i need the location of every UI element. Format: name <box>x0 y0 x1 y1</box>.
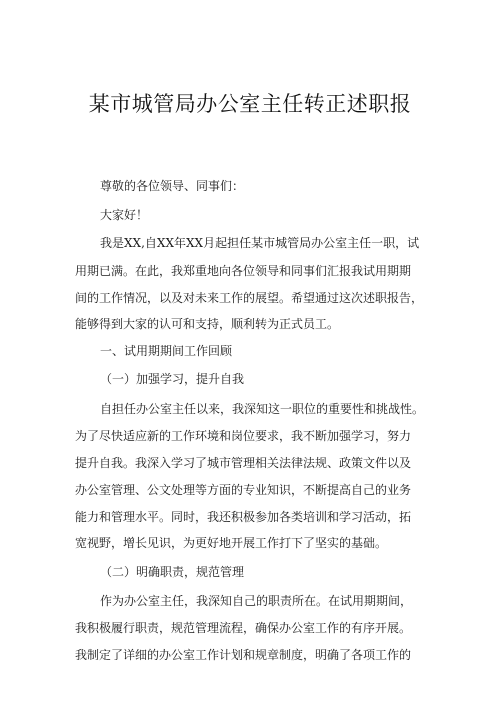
paragraph-line: 作为办公室主任，我深知自己的职责所在。在试用期期间， <box>100 594 413 608</box>
section-heading: 一、试用期期间工作回顾 <box>100 344 233 358</box>
document-title: 某市城管局办公室主任转正述职报 <box>88 92 412 116</box>
subsection-heading: （一）加强学习，提升自我 <box>100 372 245 386</box>
paragraph-line: 提升自我。我深入学习了城市管理相关法律法规、政策文件以及 <box>75 456 412 470</box>
paragraph-line: 我是XX,自XX年XX月起担任某市城管局办公室主任一职，试 <box>100 236 420 250</box>
paragraph-line: 间的工作情况，以及对未来工作的展望。希望通过这次述职报告， <box>75 291 424 305</box>
paragraph-line: 用期已满。在此，我郑重地向各位领导和同事们汇报我试用期期 <box>75 264 412 278</box>
paragraph-line: 我制定了详细的办公室工作计划和规章制度，明确了各项工作的 <box>75 648 412 662</box>
paragraph-line: 能力和管理水平。同时，我还积极参加各类培训和学习活动，拓 <box>75 510 412 524</box>
paragraph-line: 自担任办公室主任以来，我深知这一职位的重要性和挑战性。 <box>100 402 425 416</box>
paragraph-line: 办公室管理、公文处理等方面的专业知识，不断提高自己的业务 <box>75 483 412 497</box>
greeting: 大家好！ <box>100 208 149 222</box>
subsection-heading: （二）明确职责，规范管理 <box>100 565 245 579</box>
paragraph-line: 为了尽快适应新的工作环境和岗位要求，我不断加强学习，努力 <box>75 429 412 443</box>
salutation: 尊敬的各位领导、同事们： <box>100 179 245 193</box>
paragraph-line: 宽视野，增长见识，为更好地开展工作打下了坚实的基础。 <box>75 536 388 550</box>
paragraph-line: 我积极履行职责，规范管理流程，确保办公室工作的有序开展。 <box>75 621 412 635</box>
paragraph-line: 能够得到大家的认可和支持，顺利转为正式员工。 <box>75 317 340 331</box>
